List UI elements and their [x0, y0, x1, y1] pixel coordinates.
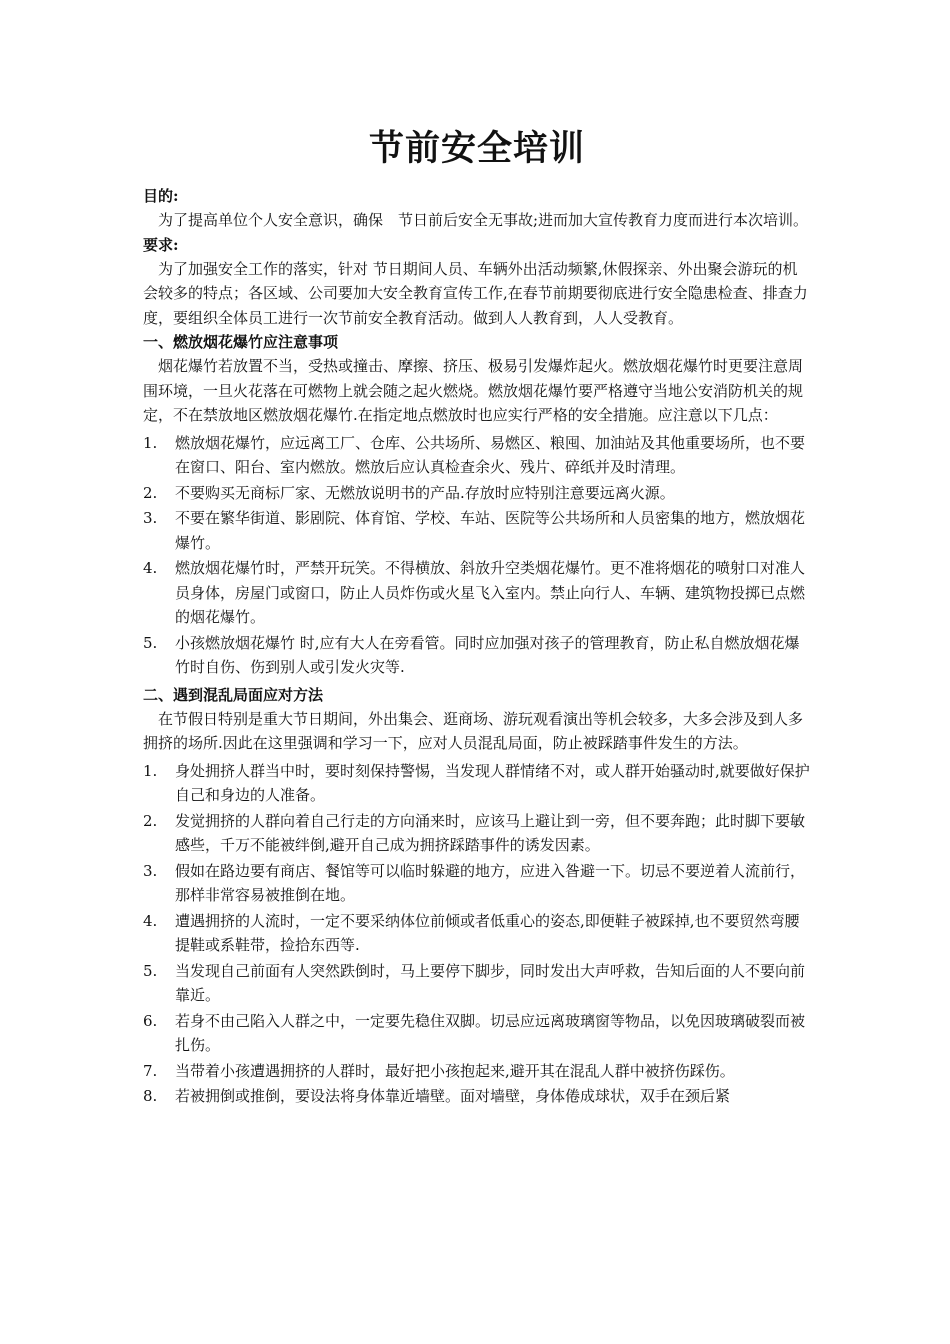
section2-intro: 在节假日特别是重大节日期间，外出集会、逛商场、游玩观看演出等机会较多，大多会涉及到人多拥挤的场所.因此在这里强调和学习一下，应对人员混乱局面，防止被踩踏事件发生的方法。	[143, 709, 804, 752]
section2-heading: 二、遇到混乱局面应对方法	[143, 685, 324, 704]
list-item	[143, 959, 811, 1008]
requirements-text: 为了加强安全工作的落实，针对 节日期间人员、车辆外出活动频繁,休假探亲、外出聚会游玩的机会较多的特点；各区域、公司要加大安全教育宣传工作,在春节前期要彻底进行安全隐患检查、排查力度，要组织全体员工进行一次节前安全教育活动。做到人人教育到，人人受教育。	[143, 259, 808, 327]
section1-heading: 一、燃放烟花爆竹应注意事项	[143, 333, 339, 351]
list-item-text: 假如在路边要有商店、餐馆等可以临时躲避的地方，应进入昝避一下。切忌不要逆着人流前行，那样非常容易被推倒在地。	[175, 861, 806, 904]
requirements-heading: 要求:	[143, 235, 179, 254]
list-item-text: 若身不由己陷入人群之中，一定要先稳住双脚。切忌应远离玻璃窗等物品，以免因玻璃破裂而被扎伤。	[175, 1011, 806, 1054]
list-item-number: 1.	[143, 433, 158, 452]
list-item-text: 燃放烟花爆竹时，严禁开玩笑。不得横放、斜放升空类烟花爆竹。更不准将烟花的喷射口对准人员身体，房屋门或窗口，防止人员炸伤或火星飞入室内。禁止向行人、车辆、建筑物投掷已点燃的烟花爆竹。	[175, 559, 806, 626]
list-item	[143, 631, 811, 680]
purpose-heading: 目的:	[143, 187, 179, 205]
list-item-text: 不要购买无商标厂家、无燃放说明书的产品.存放时应特别注意要远离火源。	[175, 483, 675, 502]
list-item	[143, 431, 811, 480]
section1-list	[143, 431, 811, 680]
list-item-number: 4.	[143, 911, 158, 930]
list-item-number: 3.	[143, 509, 158, 527]
list-item	[143, 1059, 811, 1084]
list-item	[143, 809, 811, 858]
document-page	[143, 126, 811, 1112]
list-item-text: 遭遇拥挤的人流时，一定不要采纳体位前倾或者低重心的姿态,即便鞋子被踩掉,也不要贸然弯腰提鞋或系鞋带，捡拾东西等.	[175, 911, 800, 954]
list-item-text: 身处拥挤人群当中时，要时刻保持警惕，当发现人群情绪不对，或人群开始骚动时,就要做好保护自己和身边的人准备。	[175, 761, 810, 804]
list-item-text: 燃放烟花爆竹，应远离工厂、仓库、公共场所、易燃区、粮囤、加油站及其他重要场所，也不要在窗口、阳台、室内燃放。燃放后应认真检查余火、残片、碎纸并及时清理。	[175, 433, 806, 476]
list-item-text: 小孩燃放烟花爆竹 时,应有大人在旁看管。同时应加强对孩子的管理教育，防止私自燃放烟花爆竹时自伤、伤到别人或引发火灾等.	[175, 633, 800, 676]
list-item-text: 当发现自己前面有人突然跌倒时，马上要停下脚步，同时发出大声呼救，告知后面的人不要向前靠近。	[175, 961, 806, 1004]
list-item	[143, 556, 811, 630]
list-item-number: 7.	[143, 1061, 158, 1080]
list-item-number: 5.	[143, 961, 158, 980]
list-item-text: 当带着小孩遭遇拥挤的人群时，最好把小孩抱起来,避开其在混乱人群中被挤伤踩伤。	[175, 1061, 735, 1080]
list-item	[143, 759, 811, 808]
list-item	[143, 1009, 811, 1058]
list-item	[143, 506, 811, 555]
list-item-number: 8.	[143, 1087, 158, 1105]
section1-intro: 烟花爆竹若放置不当，受热或撞击、摩擦、挤压、极易引发爆炸起火。燃放烟花爆竹时更要注意周围环境，一旦火花落在可燃物上就会随之起火燃烧。燃放烟花爆竹要严格遵守当地公安消防机关的规定，不在禁放地区燃放烟花爆竹.在指定地点燃放时也应实行严格的安全措施。应注意以下几点：	[143, 357, 804, 424]
purpose-text: 为了提高单位个人安全意识，确保 节日前后安全无事故;进而加大宣传教育力度而进行本次培训。	[158, 211, 809, 229]
list-item-number: 2.	[143, 811, 158, 830]
document-title: 节前安全培训	[368, 128, 585, 169]
list-item	[143, 481, 811, 506]
list-item	[143, 859, 811, 908]
section2-list	[143, 759, 811, 1109]
list-item-number: 6.	[143, 1011, 158, 1030]
list-item-text: 若被拥倒或推倒，要设法将身体靠近墙壁。面对墙壁，身体倦成球状，双手在颈后紧	[175, 1087, 731, 1105]
list-item-number: 1.	[143, 761, 158, 780]
list-item	[143, 909, 811, 958]
list-item-text: 发觉拥挤的人群向着自己行走的方向涌来时，应该马上避让到一旁，但不要奔跑；此时脚下要敏感些，千万不能被绊倒,避开自己成为拥挤踩踏事件的诱发因素。	[175, 811, 806, 854]
list-item	[143, 1084, 811, 1109]
list-item-number: 2.	[143, 483, 158, 502]
list-item-number: 4.	[143, 559, 158, 577]
list-item-text: 不要在繁华街道、影剧院、体育馆、学校、车站、医院等公共场所和人员密集的地方，燃放烟花爆竹。	[175, 509, 806, 552]
list-item-number: 5.	[143, 633, 158, 652]
list-item-number: 3.	[143, 861, 158, 880]
